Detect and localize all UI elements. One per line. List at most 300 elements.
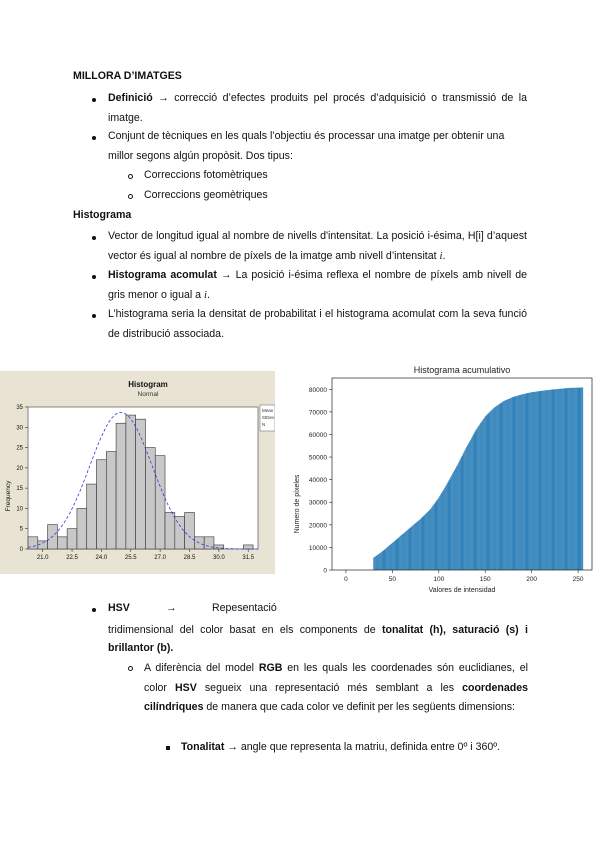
cumulative-bar (572, 388, 573, 570)
cumulative-bar (552, 390, 553, 570)
cumulative-bar (536, 392, 537, 570)
cumulative-bar (514, 397, 515, 570)
cumulative-bar (474, 433, 475, 570)
cumulative-bar (473, 435, 474, 570)
cumulative-bar (471, 438, 472, 570)
cumulative-bar (398, 538, 399, 570)
cumulative-bar (544, 390, 545, 570)
cumulative-bar (501, 403, 502, 570)
cumulative-bar (414, 524, 415, 570)
cumulative-bar (411, 527, 412, 570)
y-tick-label: 50000 (308, 454, 327, 462)
cumulative-bar (373, 558, 374, 570)
cumulative-bar (447, 483, 448, 570)
cumulative-bar (423, 516, 424, 570)
cumulative-bar (379, 554, 380, 570)
y-tick-label: 10000 (308, 544, 327, 552)
cumulative-bar (528, 393, 529, 570)
legend-item: Mean (262, 408, 274, 413)
bullet-dot (92, 98, 96, 102)
histogram-bar (116, 423, 126, 549)
cumulative-bar (516, 396, 517, 570)
cumulative-bar (419, 520, 420, 570)
histogram-chart (0, 371, 275, 574)
cumulative-bar (521, 395, 522, 570)
cumulative-bar (459, 461, 460, 570)
cumulative-bar (580, 388, 581, 570)
cumulative-bar (582, 387, 583, 570)
y-tick-label: 15 (16, 486, 23, 493)
cumulative-bar (566, 388, 567, 570)
cylindrical-term: coordenades cilíndriques (144, 681, 529, 713)
cumulative-bar (482, 420, 483, 570)
cumulative-bar (454, 470, 455, 570)
cumulative-bar (465, 449, 466, 570)
cumulative-bar (437, 499, 438, 570)
cumulative-bar (404, 533, 405, 570)
cumulative-bar (382, 551, 383, 570)
cumulative-bar (425, 514, 426, 570)
cumulative-bar (490, 411, 491, 570)
cumulative-bar (456, 467, 457, 570)
hsv-components: tonalitat (h), saturació (s) i (381, 624, 528, 636)
circle-bullet-icon (128, 194, 133, 199)
cumulative-bar (387, 547, 388, 570)
cumulative-bar (515, 396, 516, 570)
cumulative-bar (506, 400, 507, 570)
y-tick-label: 30 (16, 425, 23, 432)
cumulative-bar (396, 540, 397, 570)
cumulative-bar (523, 394, 524, 570)
histogram-bar (97, 460, 107, 549)
cumulative-bar (570, 388, 571, 570)
cumulative-bar (529, 393, 530, 570)
x-tick-label: 50 (388, 576, 396, 583)
cumulative-bar (581, 388, 582, 570)
cumulative-bar (549, 390, 550, 570)
cumulative-bar (554, 389, 555, 570)
page-title: MILLORA D’IMATGES (73, 70, 182, 82)
x-tick-label: 150 (479, 576, 491, 583)
cumulative-bar (573, 388, 574, 570)
cumulative-bar (418, 521, 419, 570)
cumulative-bar (402, 534, 403, 570)
cumulative-bar (420, 519, 421, 570)
cumulative-bar (410, 528, 411, 570)
y-tick-label: 30000 (308, 499, 327, 507)
y-axis-label: Frequency (5, 480, 12, 512)
bullet-dot (92, 275, 96, 279)
cumulative-bar (503, 401, 504, 570)
cumulative-bar (526, 393, 527, 570)
cumulative-bar (502, 402, 503, 570)
histogram-definition-text: Vector de longitud igual al nombre de nivells d'intensitat. La posició i-ésima, H[i] d’aquest vector és igual al nombre de píxels de la imatge amb nivell d’intensitat (108, 230, 527, 262)
cumulative-histogram-chart (290, 360, 600, 598)
arrow: → (166, 602, 177, 614)
histogram-definition-bullet (108, 227, 527, 266)
definition-bullet (108, 89, 527, 128)
cumulative-bar (475, 432, 476, 570)
cumulative-bar (554, 389, 555, 570)
cumulative-bar (547, 390, 548, 570)
cumulative-bar (440, 495, 441, 570)
cumulative-bar (565, 388, 566, 570)
cumulative-bar (411, 526, 412, 570)
cumulative-bar (393, 542, 394, 570)
cumulative-bar (508, 399, 509, 570)
plot-area (16, 405, 258, 561)
chart-title: Histograma acumulativo (413, 365, 511, 375)
cumulative-bar (464, 451, 465, 570)
cumulative-bar (576, 388, 577, 570)
histogram-bar (185, 512, 195, 549)
histogram-bar (67, 529, 77, 549)
rgb-comparison-item (144, 659, 528, 718)
cumulative-bar (458, 463, 459, 570)
cumulative-bar (407, 530, 408, 570)
cumulative-bar (563, 388, 564, 570)
cumulative-bar (546, 390, 547, 570)
representation-word: Repesentació (212, 602, 277, 614)
histogram-bar (38, 541, 48, 549)
cumulative-bar (408, 529, 409, 570)
hsv-term: HSV (108, 602, 130, 614)
cumulative-bar (467, 445, 468, 570)
y-tick-label: 20 (16, 465, 23, 472)
text: de manera que cada color ve definit per les següents dimensions: (203, 701, 515, 713)
cumulative-bar (405, 532, 406, 570)
x-tick-label: 21.0 (36, 555, 49, 561)
cumulative-bar (500, 404, 501, 570)
cumulative-bar (430, 509, 431, 570)
cumulative-bar (498, 405, 499, 570)
cumulative-bar (398, 537, 399, 570)
cumulative-bar (389, 545, 390, 570)
cumulative-bar (550, 390, 551, 570)
cumulative-bar (534, 392, 535, 570)
cumulative-bar (540, 391, 541, 570)
cumulative-bar (561, 389, 562, 570)
cumulative-bar (428, 511, 429, 570)
cumulative-bar (406, 531, 407, 570)
cumulative-bar (513, 397, 514, 570)
cumulative-bar (427, 512, 428, 570)
y-tick-label: 25 (16, 445, 23, 452)
cumulative-bar (543, 391, 544, 570)
cumulative-bar (485, 416, 486, 570)
cumulative-bar (462, 456, 463, 570)
cumulative-bar (557, 389, 558, 570)
cumulative-bar (431, 508, 432, 570)
cumulative-bar (510, 398, 511, 570)
cumulative-bar (539, 391, 540, 570)
x-tick-label: 250 (572, 576, 584, 583)
cumulative-bar (395, 541, 396, 570)
cumulative-bar (571, 388, 572, 570)
cumulative-bar (567, 388, 568, 570)
period: . (206, 288, 210, 301)
cumulative-bar (460, 460, 461, 570)
cumulative-bar (451, 475, 452, 570)
cumulative-bar (457, 465, 458, 570)
cumulative-bar (551, 390, 552, 570)
cumulative-bar (553, 389, 554, 570)
cumulative-bar (538, 391, 539, 570)
cumulative-bar (412, 526, 413, 570)
cumulative-bar (574, 388, 575, 570)
cumulative-bar (535, 392, 536, 570)
cumulative-bar (579, 388, 580, 570)
x-tick-label: 27.0 (154, 555, 166, 561)
cumulative-bar (453, 472, 454, 570)
hsv-label (108, 599, 130, 619)
x-tick-label: 0 (344, 576, 348, 583)
cumulative-bar (421, 518, 422, 570)
cumulative-bar (413, 525, 414, 570)
cumulative-bar (442, 491, 443, 570)
variable-i: i (439, 250, 443, 262)
cumulative-bar (507, 399, 508, 570)
cumulative-bar (401, 535, 402, 570)
cumulative-bar (487, 415, 488, 570)
hsv-term: HSV (175, 681, 197, 694)
variable-i: i (203, 289, 207, 301)
histogram-bar (243, 545, 253, 549)
cumulative-bar (383, 551, 384, 570)
cumulative-bar (422, 517, 423, 570)
cumulative-bar (531, 392, 532, 570)
histogram-bar (57, 537, 67, 549)
cumulative-bar (562, 389, 563, 570)
sub-item-geometric: Correccions geomètriques (144, 189, 268, 201)
cumulative-bar (374, 557, 375, 570)
cumulative-bar (478, 426, 479, 570)
hue-term: Tonalitat (181, 741, 225, 753)
cumulative-bar (499, 404, 500, 570)
cumulative-bar (429, 510, 430, 570)
cumulative-bar (568, 388, 569, 570)
histogram-bar (106, 452, 116, 549)
cumulative-bar (386, 548, 387, 570)
cumulative-bar (452, 473, 453, 570)
circle-bullet-icon (128, 666, 133, 671)
cumulative-bar (532, 392, 533, 570)
x-tick-label: 24.0 (95, 555, 108, 561)
sub-item-photometric: Correccions fotomètriques (144, 169, 268, 181)
cumulative-bar (444, 488, 445, 570)
cumulative-bar (569, 388, 570, 570)
cumulative-bar (489, 412, 490, 570)
y-tick-label: 0 (19, 547, 23, 553)
cumulative-bar (493, 408, 494, 570)
x-tick-label: 25.5 (124, 555, 137, 561)
x-tick-label: 30.0 (213, 555, 225, 561)
cumulative-bar (519, 395, 520, 570)
hue-item (181, 738, 500, 758)
cumulative-bar (384, 550, 385, 570)
histogram-bar (165, 512, 175, 549)
cumulative-bar (541, 391, 542, 570)
cumulative-bar (512, 397, 513, 570)
cumulative-bar (438, 498, 439, 570)
histogram-bar (87, 484, 97, 549)
cumulative-bar (446, 485, 447, 570)
cumulative-bar (560, 389, 561, 570)
cumulative-text: → La posició i-ésima reflexa el nombre de píxels amb nivell de gris menor o igual a (108, 269, 528, 301)
bullet-dot (92, 608, 96, 612)
cumulative-bar (517, 396, 518, 570)
cumulative-bar (481, 422, 482, 570)
techniques-bullet: Conjunt de tècniques en les quals l’objectiu és processar una imatge per obtenir una millor segons algún propòsit. Dos tipus: (108, 130, 505, 162)
cumulative-bar (432, 506, 433, 570)
cumulative-bar (391, 544, 392, 570)
hsv-description-end (108, 639, 173, 659)
definition-term: Definició (108, 92, 153, 104)
y-tick-label: 80000 (308, 386, 327, 394)
cumulative-bar (476, 429, 477, 570)
cumulative-bar (378, 554, 379, 570)
cumulative-bar (492, 409, 493, 570)
cumulative-bar (575, 388, 576, 570)
cumulative-bar (392, 543, 393, 570)
cumulative-bar (376, 556, 377, 570)
cumulative-term: Histograma acomulat (108, 269, 217, 281)
x-tick-label: 28.5 (183, 555, 196, 561)
histogram-bar (77, 508, 87, 549)
histogram-bar (136, 419, 146, 549)
cumulative-bar (567, 388, 568, 570)
cumulative-bar (463, 452, 464, 570)
cumulative-bar (448, 482, 449, 570)
cumulative-bar (424, 515, 425, 570)
cumulative-bar (528, 393, 529, 570)
cumulative-bar (533, 392, 534, 570)
bullet-dot (92, 236, 96, 240)
bullet-dot (92, 136, 96, 140)
cumulative-bar (541, 391, 542, 570)
density-bullet: L’histograma seria la densitat de probabilitat i el histograma acomulat com la seva funció de distribució associada. (108, 308, 527, 340)
cumulative-bar (504, 401, 505, 570)
x-tick-label: 200 (526, 576, 538, 583)
cumulative-histogram-bullet (108, 266, 527, 305)
cumulative-bar (477, 427, 478, 570)
y-tick-label: 40000 (308, 477, 327, 485)
x-tick-label: 31.5 (242, 555, 255, 561)
cumulative-bar (385, 548, 386, 570)
cumulative-bar (577, 388, 578, 570)
cumulative-bar (449, 480, 450, 570)
cumulative-bar (472, 437, 473, 570)
y-tick-label: 20000 (308, 522, 327, 530)
cumulative-bar (439, 496, 440, 570)
cumulative-bar (525, 394, 526, 570)
cumulative-bar (426, 513, 427, 570)
cumulative-bar (409, 529, 410, 570)
cumulative-bar (491, 410, 492, 570)
cumulative-bar (470, 440, 471, 570)
bullet-dot (92, 314, 96, 318)
cumulative-bar (558, 389, 559, 570)
y-tick-label: 60000 (308, 431, 327, 439)
rgb-term: RGB (258, 662, 283, 674)
cumulative-bar (556, 389, 557, 570)
circle-bullet-icon (128, 174, 133, 179)
cumulative-bar (397, 539, 398, 570)
cumulative-bar (441, 493, 442, 570)
cumulative-bar (468, 444, 469, 570)
cumulative-bar (450, 477, 451, 570)
cumulative-bar (380, 553, 381, 570)
cumulative-bar (522, 394, 523, 570)
cumulative-bar (415, 523, 416, 570)
cumulative-bar (509, 399, 510, 570)
cumulative-bar (486, 415, 487, 570)
cumulative-bar (399, 537, 400, 570)
cumulative-bar (381, 552, 382, 570)
hsv-description-line (108, 621, 528, 641)
histogram-bar (145, 448, 155, 549)
section-heading-histogram: Histograma (73, 209, 132, 221)
cumulative-bar (390, 544, 391, 570)
text: segueix una representació més semblant a les (196, 681, 463, 694)
histogram-bar (155, 456, 165, 549)
cumulative-bar (527, 393, 528, 570)
cumulative-bar (476, 430, 477, 570)
cumulative-bar (466, 447, 467, 570)
cumulative-bar (434, 504, 435, 570)
cumulative-bar (564, 388, 565, 570)
cumulative-bar (483, 419, 484, 570)
y-tick-label: 35 (16, 405, 23, 411)
cumulative-bar (505, 400, 506, 570)
cumulative-bar (555, 389, 556, 570)
cumulative-bar (537, 391, 538, 570)
period: . (442, 249, 446, 262)
cumulative-bar (417, 522, 418, 570)
cumulative-bar (469, 442, 470, 570)
x-tick-label: 100 (433, 576, 445, 583)
cumulative-bar (437, 500, 438, 570)
cumulative-bar (515, 396, 516, 570)
x-tick-label: 22.5 (66, 555, 78, 561)
hsv-text: tridimensional del color basat en els components de (108, 624, 382, 636)
brightness-term: brillantor (b). (108, 642, 174, 654)
cumulative-bar (524, 394, 525, 570)
cumulative-bar (545, 390, 546, 570)
cumulative-bar (455, 468, 456, 570)
definition-text: → correcció d’efectes produits pel procés d’adquisició o transmissió de la imatge. (108, 92, 527, 124)
text: en les quals les coordenades són euclidianes, el color (144, 662, 528, 694)
cumulative-bar (489, 413, 490, 570)
y-tick-label: 5 (19, 526, 23, 533)
y-tick-label: 10 (16, 506, 23, 513)
cumulative-bar (385, 549, 386, 570)
cumulative-bar (495, 407, 496, 570)
y-tick-label: 70000 (308, 409, 327, 417)
cumulative-bar (416, 522, 417, 570)
cumulative-bar (375, 556, 376, 570)
cumulative-bar (433, 505, 434, 570)
cumulative-bar (450, 479, 451, 570)
cumulative-bar (480, 423, 481, 570)
cumulative-bar (548, 390, 549, 570)
cumulative-bar (394, 541, 395, 570)
square-bullet-icon (166, 746, 170, 750)
cumulative-bar (559, 389, 560, 570)
cumulative-bar (511, 398, 512, 570)
cumulative-bar (443, 490, 444, 570)
histogram-bar (126, 415, 136, 549)
